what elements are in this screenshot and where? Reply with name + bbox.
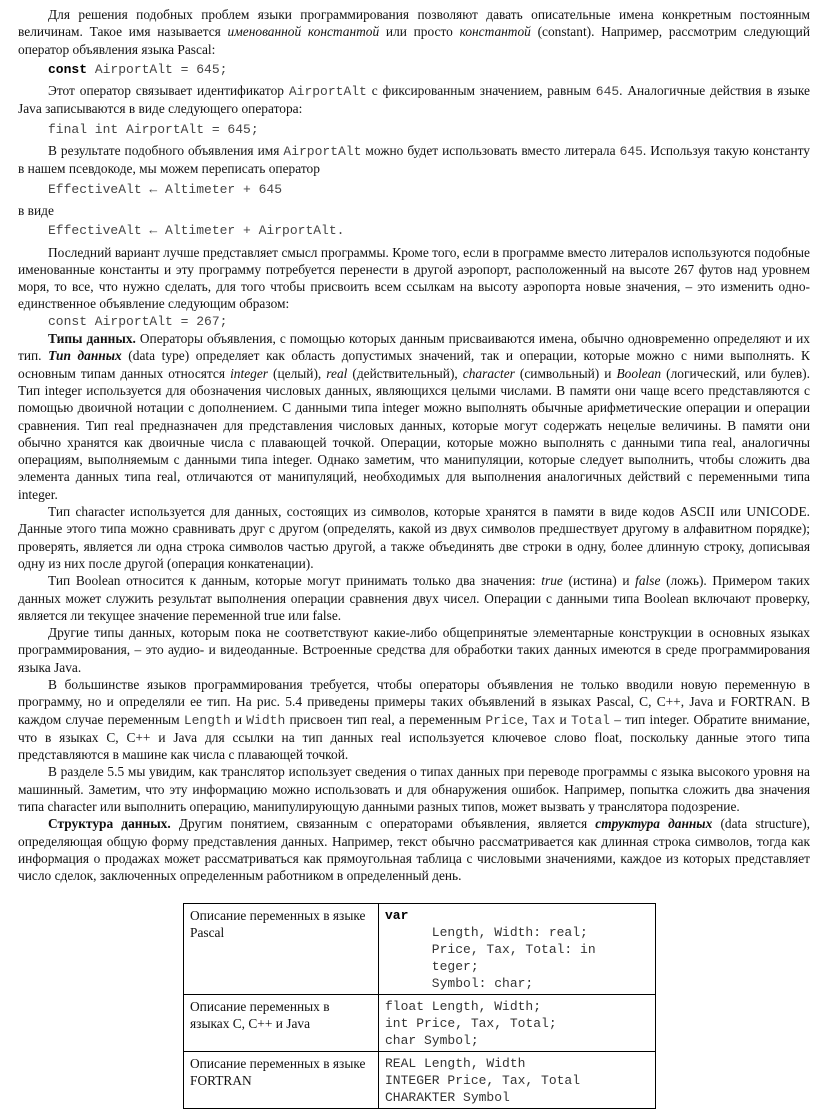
text: В результате подобного объявления имя bbox=[48, 143, 284, 159]
text: В большинстве языков программирования требуется, чтобы операторы объявления не только вводили новую переменную в программу, но и определяли ее тип. На рис. 5.4 приведены примеры таких объявлений в языках Pascal, C, C++, Java и FORTRAN. В каждом случае переменным bbox=[18, 676, 810, 727]
table-row bbox=[184, 994, 656, 1051]
term-data-type: Тип данных bbox=[48, 348, 122, 364]
paragraph-java-const bbox=[18, 82, 810, 118]
text: (целый), bbox=[268, 365, 327, 381]
code-java-final: final int AirportAlt = 645; bbox=[48, 121, 259, 137]
paragraph-pseudocode bbox=[18, 142, 810, 178]
identifier: Price bbox=[485, 712, 525, 728]
paragraph-character-type: Тип character используется для данных, состоящих из символов, которые хранятся в памяти в виде кодов ASCII или UNICODE. Данные этого типа можно сравнивать друг с другом (определять, какой из двух символов предшествует другому в алфавитном порядке); проверять, является ли одна строка символов частью другой, а также объединять две строки в одну, более длинную строку, дописывая одну из них после другой (операция конкатенации). bbox=[18, 504, 810, 571]
term-data-structure: структура данных bbox=[595, 816, 713, 832]
table-code-c-java: float Length, Width; int Price, Tax, Total; char Symbol; bbox=[379, 994, 656, 1051]
text: Для решения подобных проблем языки программирования позволяют давать описательные имена конкретным постоянным величинам. Такое имя называется bbox=[18, 7, 810, 40]
section-heading-data-types: Типы данных. bbox=[48, 331, 136, 347]
document-page bbox=[18, 6, 810, 1109]
table-label-c-java: Описание переменных в языках C, C++ и Java bbox=[184, 994, 379, 1051]
text: (data structure), определяющая общую форму представления данных. Например, текст обычно рассматривается как длинная строка символов, тогда как информация о продажах может рассматриваться как прямоугольная таблица с числовыми значениями, каждое из которых представляет число сделок, заключенных определенным работником в определенный день. bbox=[18, 816, 811, 884]
code-text: Length, Width: real; Price, Tax, Total: in teger; Symbol: char; bbox=[431, 924, 596, 991]
code-pseudocode-literal: EffectiveAlt ← Altimeter + 645 bbox=[48, 181, 283, 197]
text: и bbox=[555, 711, 571, 727]
term-false: false bbox=[635, 573, 661, 589]
identifier: AirportAlt bbox=[283, 144, 362, 160]
code-pseudocode-constant: EffectiveAlt ← Altimeter + AirportAlt. bbox=[48, 223, 345, 239]
text: (истина) и bbox=[562, 573, 636, 589]
text: (символьный) и bbox=[514, 365, 617, 381]
term-boolean: Boolean bbox=[616, 365, 662, 381]
text: (действительный), bbox=[347, 365, 463, 381]
text: Операторы объявления, с помощью которых данным присваиваются имена, обычно одновременно определяют и их тип. bbox=[18, 331, 810, 364]
term-named-constant: именованной константой bbox=[227, 24, 380, 40]
paragraph-advantages: Последний вариант лучше представляет смысл программы. Кроме того, если в программе вместо литералов используются подобные именованные константы и эту программу потребуется перенести в другой аэропорт, расположенный на высоте 267 футов над уровнем моря, то все, что нужно сделать, для того чтобы присвоить всем ссылкам на высоту аэропорта новые значения, – это изменить одно-единственное объявление следующим образом: bbox=[18, 244, 810, 312]
paragraph-boolean-type bbox=[18, 572, 810, 624]
table-label-fortran: Описание переменных в языке FORTRAN bbox=[184, 1051, 379, 1108]
identifier: Width bbox=[246, 712, 286, 728]
text: (data type) определяет как область допустимых значений, так и операции, которые можно с ними выполнять. К основным типам данных относятся bbox=[18, 348, 810, 381]
literal: 645 bbox=[619, 144, 643, 160]
text: с фиксированным значением, равным bbox=[366, 83, 596, 99]
text: Другим понятием, связанным с операторами объявления, является bbox=[170, 816, 596, 832]
text: . Аналогичные действия в языке Java записываются в виде следующего оператора: bbox=[18, 83, 810, 117]
term-integer: integer bbox=[230, 365, 268, 381]
code-keyword: var bbox=[385, 907, 409, 923]
table-code-fortran: REAL Length, Width INTEGER Price, Tax, Total CHARAKTER Symbol bbox=[379, 1051, 656, 1108]
code-pascal-const bbox=[18, 61, 810, 78]
table-label-pascal: Описание переменных в языке Pascal bbox=[184, 903, 379, 994]
code-pascal-const-new: const AirportAlt = 267; bbox=[48, 313, 228, 329]
table-code-pascal bbox=[379, 903, 656, 994]
term-real: real bbox=[326, 365, 348, 381]
paragraph-data-types bbox=[18, 330, 810, 503]
text: (логический, или булев). Тип integer используется для обозначения числовых данных, являющихся целыми числами. В памяти они чаще всего представляются с помощью двоичной нотации с дополнением. С данными типа integer можно выполнять обычные арифметические операции и операции сравнения. Тип real предназначен для представления числовых данных, которые могут содержать нецелые величины. В памяти они обычно хранятся как двоичные числа с плавающей точкой. Операции, которые можно выполнять с данными типа real, аналогичны операциям, выполняемым с данными типа integer. Однако заметим, что манипуляции, которые следует выполнить, чтобы сложить два элемента данных типа real, отличаются от манипуляций, необходимых для выполнения аналогичных действий с переменными типа integer. bbox=[18, 365, 810, 502]
term-true: true bbox=[541, 573, 563, 589]
code-text: AirportAlt = 645; bbox=[87, 61, 228, 77]
identifier: AirportAlt bbox=[288, 84, 367, 100]
text: (ложь). Примером таких данных может служить результат выполнения операции сравнения двух чисел. Операции с данными типа Boolean включают проверку, является ли текущее значение переменной true или false. bbox=[18, 573, 810, 623]
code-keyword: const bbox=[48, 61, 88, 77]
identifier: Length bbox=[183, 712, 231, 728]
paragraph-named-constants bbox=[18, 6, 810, 58]
text: Тип Boolean относится к данным, которые могут принимать только два значения: bbox=[48, 573, 542, 589]
text: . Используя такую константу в нашем псевдокоде, мы можем переписать оператор bbox=[18, 143, 810, 177]
text: (constant). Например, рассмотрим следующий оператор объявления языка Pascal: bbox=[18, 24, 811, 57]
text: Этот оператор связывает идентификатор bbox=[48, 83, 289, 99]
table-row bbox=[184, 903, 656, 994]
term-character: character bbox=[462, 365, 515, 381]
text: – тип integer. Обратите внимание, что в языках C, C++ и Java для ссылки на тип данных real используется ключевое слово float, поскольку данные этого типа представляются в машине как числа с плавающей точкой. bbox=[18, 711, 810, 763]
identifier: Tax bbox=[531, 712, 556, 728]
text: и bbox=[230, 711, 247, 727]
paragraph-other-types: Другие типы данных, которым пока не соответствуют какие-либо общепринятые элементарные конструкции в основных языках программирования, – это аудио- и видеоданные. Встроенные средства для обработки таких данных имеются в среде программирования языка Java. bbox=[18, 625, 810, 675]
term-constant: константой bbox=[459, 24, 531, 40]
table-row bbox=[184, 1051, 656, 1108]
text: или просто bbox=[379, 24, 460, 40]
paragraph-in-form: в виде bbox=[18, 202, 54, 218]
text: можно будет использовать вместо литерала bbox=[361, 143, 620, 159]
section-heading-data-structure: Структура данных. bbox=[48, 816, 171, 832]
paragraph-declarations bbox=[18, 676, 810, 763]
literal: 645 bbox=[595, 84, 620, 100]
paragraph-translator: В разделе 5.5 мы увидим, как транслятор использует сведения о типах данных при переводе программы с языка высокого уровня на машинный. Заметим, что эту информацию можно использовать и для обнаружения ошибок. Например, попытка сложить два значения типа character или выполнить операцию, манипулирующую данными разных типов, может вызвать у транслятора подозрение. bbox=[18, 764, 810, 815]
identifier: Total bbox=[570, 712, 610, 728]
paragraph-data-structure bbox=[18, 815, 810, 884]
text: , bbox=[524, 711, 532, 727]
text: присвоен тип real, а переменным bbox=[285, 711, 486, 727]
